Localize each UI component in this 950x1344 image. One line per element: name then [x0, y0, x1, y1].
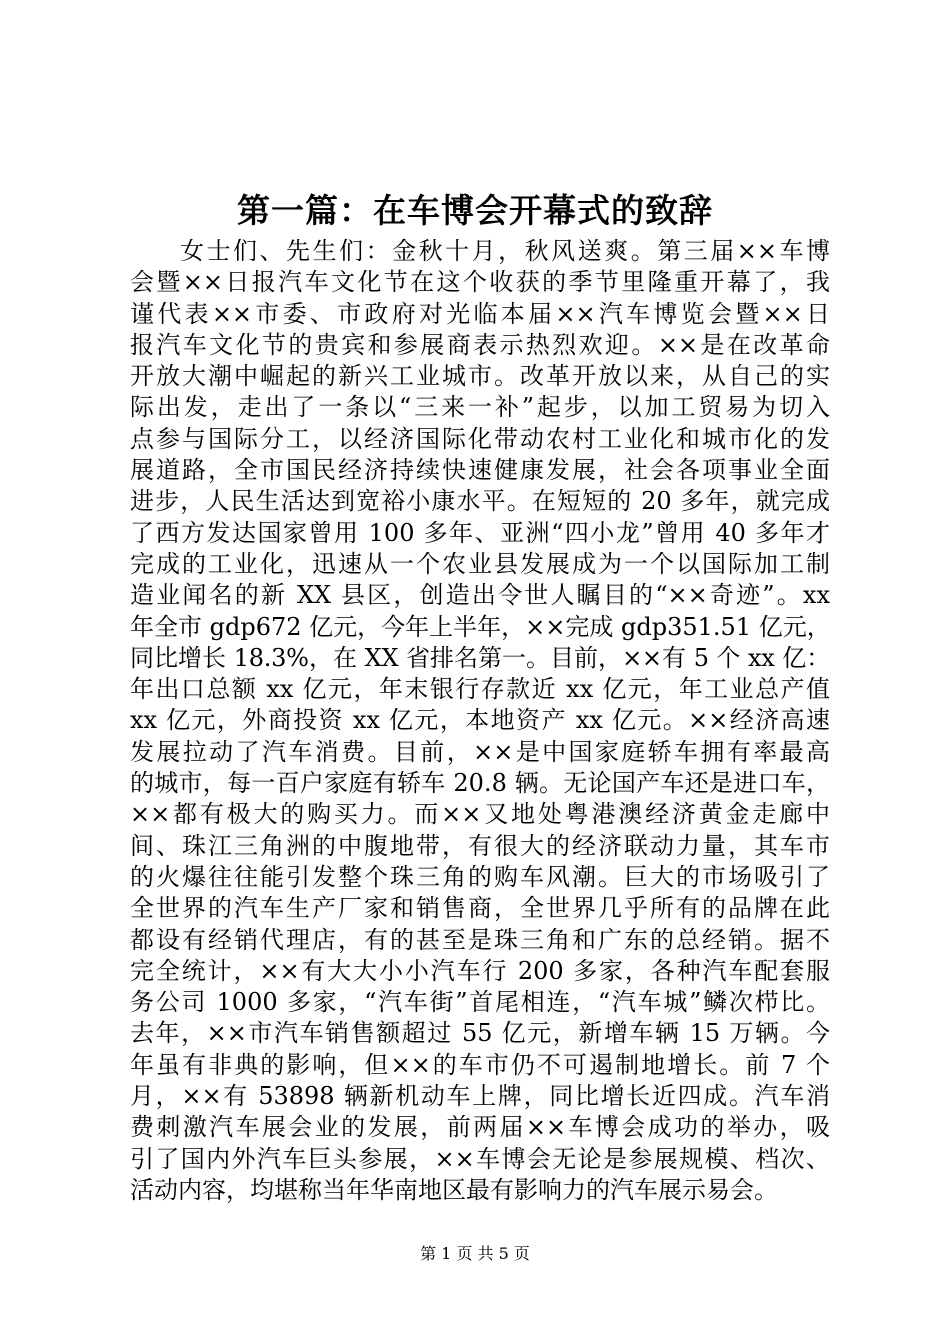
paragraph-line: 际出发，走出了一条以“三来一补”起步，以加工贸易为切入 [130, 393, 830, 422]
paragraph-line: 谨代表××市委、市政府对光临本届××汽车博览会暨××日 [130, 299, 830, 328]
paragraph-line: 全世界的汽车生产厂家和销售商，全世界几乎所有的品牌在此 [130, 894, 830, 923]
paragraph-line: ××都有极大的购买力。而××又地处粤港澳经济黄金走廊中 [130, 800, 830, 829]
paragraph-line: 点参与国际分工，以经济国际化带动农村工业化和城市化的发 [130, 424, 830, 453]
paragraph-line: 引了国内外汽车巨头参展，××车博会无论是参展规模、档次、 [130, 1144, 830, 1173]
paragraph-line: xx 亿元，外商投资 xx 亿元，本地资产 xx 亿元。××经济高速 [130, 706, 830, 735]
paragraph-line: 进步，人民生活达到宽裕小康水平。在短短的 20 多年，就完成 [130, 487, 830, 516]
paragraph-line: 年全市 gdp672 亿元，今年上半年，××完成 gdp351.51 亿元， [130, 612, 831, 641]
paragraph-line: 会暨××日报汽车文化节在这个收获的季节里隆重开幕了，我 [130, 268, 830, 297]
paragraph-line: 造业闻名的新 XX 县区，创造出令世人瞩目的“××奇迹”。xx [130, 581, 830, 610]
paragraph-line: 间、珠江三角洲的中腹地带，有很大的经济联动力量，其车市 [130, 831, 830, 860]
paragraph-line: 都设有经销代理店，有的甚至是珠三角和广东的总经销。据不 [130, 925, 830, 954]
paragraph-line: 同比增长 18.3%，在 XX 省排名第一。目前，××有 5 个 xx 亿： [130, 643, 830, 672]
page-footer: 第 1 页 共 5 页 [420, 1244, 530, 1263]
paragraph-line: 开放大潮中崛起的新兴工业城市。改革开放以来，从自己的实 [130, 362, 830, 391]
paragraph-line: 发展拉动了汽车消费。目前，××是中国家庭轿车拥有率最高 [130, 737, 830, 766]
paragraph-line: 完全统计，××有大大小小汽车行 200 多家，各种汽车配套服 [130, 956, 830, 985]
paragraph-line: 年出口总额 xx 亿元，年末银行存款近 xx 亿元，年工业总产值 [130, 675, 830, 704]
paragraph-line: 的城市，每一百户家庭有轿车 20.8 辆。无论国产车还是进口车， [130, 769, 830, 798]
body-paragraph [130, 236, 830, 1206]
paragraph-line: 完成的工业化，迅速从一个农业县发展成为一个以国际加工制 [130, 549, 830, 578]
paragraph-line: 务公司 1000 多家，“汽车街”首尾相连，“汽车城”鳞次栉比。 [130, 988, 830, 1017]
paragraph-line: 了西方发达国家曾用 100 多年、亚洲“四小龙”曾用 40 多年才 [130, 518, 830, 547]
paragraph-line: 的火爆往往能引发整个珠三角的购车风潮。巨大的市场吸引了 [130, 862, 830, 891]
paragraph-line: 费刺激汽车展会业的发展，前两届××车博会成功的举办，吸 [130, 1113, 830, 1142]
paragraph-line: 展道路，全市国民经济持续快速健康发展，社会各项事业全面 [130, 456, 830, 485]
paragraph-line: 月，××有 53898 辆新机动车上牌，同比增长近四成。汽车消 [130, 1082, 830, 1111]
paragraph-line: 活动内容，均堪称当年华南地区最有影响力的汽车展示易会。 [130, 1175, 778, 1204]
paragraph-line: 年虽有非典的影响，但××的车市仍不可遏制地增长。前 7 个 [130, 1050, 830, 1079]
document-title: 第一篇：在车博会开幕式的致辞 [237, 191, 713, 230]
paragraph-line: 报汽车文化节的贵宾和参展商表示热烈欢迎。××是在改革命 [130, 330, 830, 359]
paragraph-line: 去年，××市汽车销售额超过 55 亿元，新增车辆 15 万辆。今 [130, 1019, 830, 1048]
paragraph-line: 女士们、先生们：金秋十月，秋风送爽。第三届××车博 [180, 237, 830, 265]
